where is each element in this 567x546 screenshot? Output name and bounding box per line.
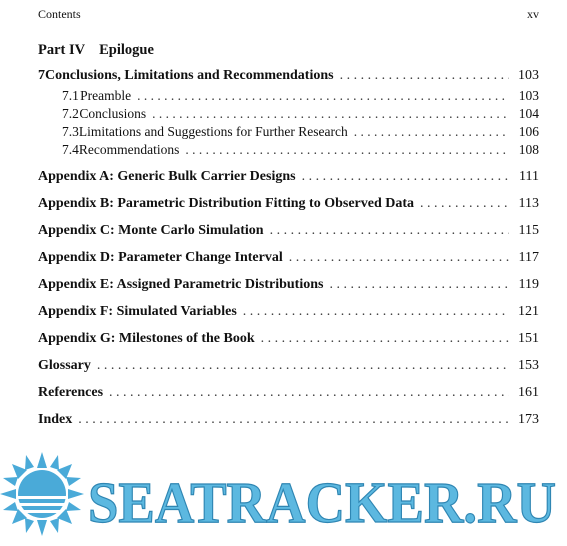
entry-page: 117 xyxy=(518,250,539,265)
dot-leader xyxy=(289,250,509,266)
toc-appendix-g[interactable] xyxy=(38,331,539,347)
dot-leader xyxy=(302,169,509,185)
entry-title: References xyxy=(38,385,104,400)
page-number: xv xyxy=(527,7,539,21)
toc-index[interactable] xyxy=(38,412,539,428)
toc-appendix-b[interactable] xyxy=(38,196,539,212)
running-head xyxy=(38,7,539,22)
entry-title: Index xyxy=(38,412,73,427)
chapter-number: 7 xyxy=(38,68,45,83)
entry-title: Glossary xyxy=(38,358,91,373)
toc-section-7-1[interactable] xyxy=(62,88,539,104)
watermark-text: SEATRACKER.RU xyxy=(88,470,556,535)
section-page: 104 xyxy=(518,106,539,121)
entry-page: 111 xyxy=(519,169,539,184)
entry-page: 173 xyxy=(518,412,539,427)
entry-title: Appendix G: Milestones of the Book xyxy=(38,331,255,346)
entry-title: Appendix C: Monte Carlo Simulation xyxy=(38,223,264,238)
dot-leader xyxy=(329,277,509,293)
entry-title: Appendix D: Parameter Change Interval xyxy=(38,250,283,265)
dot-leader xyxy=(109,385,509,401)
section-number: 7.3 xyxy=(62,124,79,139)
dot-leader xyxy=(420,196,509,212)
dot-leader xyxy=(270,223,509,239)
toc-section-7-3[interactable] xyxy=(62,124,539,140)
dot-leader xyxy=(243,304,509,320)
section-title: Preamble xyxy=(80,88,132,103)
dot-leader xyxy=(78,412,509,428)
toc-appendix-c[interactable] xyxy=(38,223,539,239)
entry-page: 121 xyxy=(518,304,539,319)
toc-appendix-a[interactable] xyxy=(38,169,539,185)
toc-section-7-4[interactable] xyxy=(62,142,539,158)
sun-icon xyxy=(0,452,84,536)
dot-leader xyxy=(340,68,509,84)
section-title: Conclusions xyxy=(79,106,147,121)
entry-page: 115 xyxy=(518,223,539,238)
section-title: Limitations and Suggestions for Further Research xyxy=(78,124,348,139)
toc-appendix-d[interactable] xyxy=(38,250,539,266)
section-number: 7.4 xyxy=(62,142,79,157)
section-page: 103 xyxy=(518,88,539,103)
entry-title: Appendix B: Parametric Distribution Fitting to Observed Data xyxy=(38,196,415,211)
entry-page: 151 xyxy=(518,331,539,346)
toc-chapter-7[interactable] xyxy=(38,68,539,84)
section-page: 106 xyxy=(518,124,539,139)
toc-references[interactable] xyxy=(38,385,539,401)
toc-section-7-2[interactable] xyxy=(62,106,539,122)
toc-glossary[interactable] xyxy=(38,358,539,374)
dot-leader xyxy=(97,358,509,374)
chapter-page: 103 xyxy=(518,68,539,83)
entry-title: Appendix E: Assigned Parametric Distributions xyxy=(38,277,324,292)
entry-page: 153 xyxy=(518,358,539,373)
entry-page: 161 xyxy=(518,385,539,400)
dot-leader xyxy=(354,124,509,140)
dot-leader xyxy=(185,142,509,158)
chapter-title: Conclusions, Limitations and Recommendations xyxy=(45,68,334,83)
part-title: Epilogue xyxy=(99,42,154,58)
running-head-title: Contents xyxy=(38,7,81,21)
entry-title: Appendix F: Simulated Variables xyxy=(38,304,237,319)
section-number: 7.1 xyxy=(62,88,79,103)
part-number: Part IV xyxy=(38,42,86,58)
dot-leader xyxy=(137,88,509,104)
part-heading xyxy=(38,42,154,59)
entry-title: Appendix A: Generic Bulk Carrier Designs xyxy=(38,169,296,184)
toc-appendix-f[interactable] xyxy=(38,304,539,320)
watermark-logo xyxy=(0,450,567,546)
toc-appendix-e[interactable] xyxy=(38,277,539,293)
section-page: 108 xyxy=(518,142,539,157)
dot-leader xyxy=(152,106,509,122)
entry-page: 113 xyxy=(518,196,539,211)
section-title: Recommendations xyxy=(78,142,180,157)
section-number: 7.2 xyxy=(62,106,79,121)
entry-page: 119 xyxy=(518,277,539,292)
dot-leader xyxy=(261,331,509,347)
